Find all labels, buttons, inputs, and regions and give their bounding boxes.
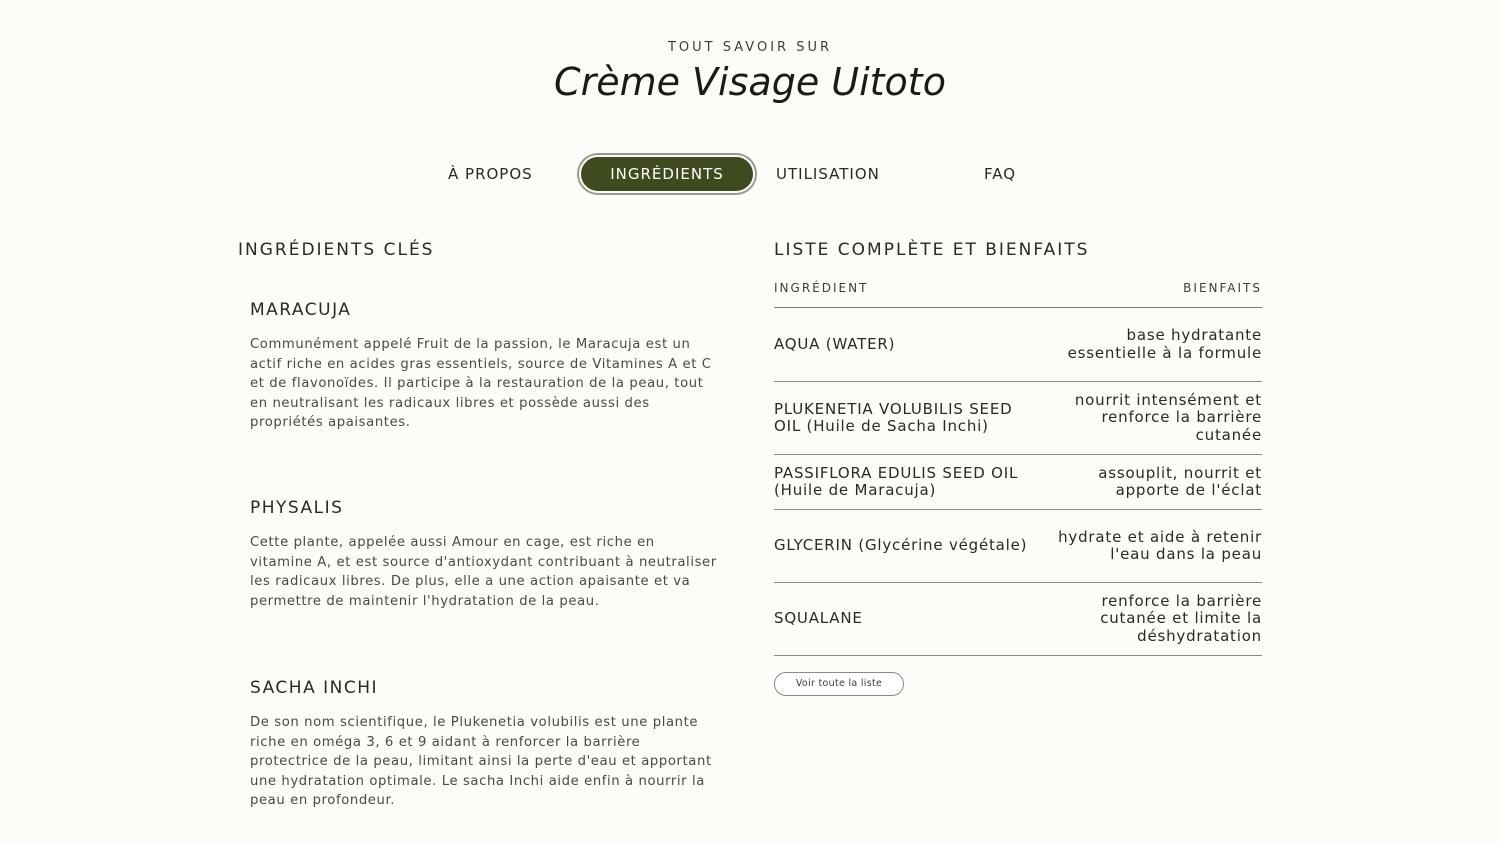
ingredient-benefit: hydrate et aide à retenir l'eau dans la peau	[1058, 527, 1262, 563]
page-eyebrow: TOUT SAVOIR SUR	[667, 40, 832, 55]
ingredient-benefit: base hydratante essentielle à la formule	[1067, 326, 1262, 362]
product-title: Crème Visage Uitoto	[554, 60, 946, 104]
table-header	[774, 280, 1262, 308]
column-header-benefits: BIENFAITS	[1183, 281, 1262, 295]
tab-a-propos[interactable]: À PROPOS	[448, 165, 533, 183]
table-row	[774, 510, 1262, 583]
ingredient-name: PASSIFLORA EDULIS SEED OIL (Huile de Maracuja)	[774, 463, 1019, 499]
key-ingredient-description: Communément appelé Fruit de la passion, le Maracuja est un actif riche en acides gras essentiels, source de Vitamines A et C et de flavonoïdes. Il participe à la restauration de la peau, tout en neutralisant les radicaux libres et possède aussi des propriétés apaisantes.	[250, 337, 712, 431]
ingredient-name: SQUALANE	[774, 609, 863, 628]
key-ingredients-heading: INGRÉDIENTS CLÉS	[238, 240, 435, 260]
table-row	[774, 382, 1262, 455]
key-ingredient	[250, 300, 720, 433]
key-ingredient-name: PHYSALIS	[250, 498, 344, 518]
tab-faq[interactable]: FAQ	[984, 165, 1017, 183]
ingredient-name: GLYCERIN (Glycérine végétale)	[774, 536, 1028, 555]
ingredients-table	[774, 280, 1262, 656]
tab-ingredients[interactable]: INGRÉDIENTS	[579, 155, 755, 193]
table-row	[774, 583, 1262, 656]
key-ingredient-description: Cette plante, appelée aussi Amour en cage, est riche en vitamine A, et est source d'antioxydant contribuant à neutraliser les radicaux libres. De plus, elle a une action apaisante et va permettre de maintenir l'hydratation de la peau.	[250, 535, 717, 609]
ingredient-benefit: assouplit, nourrit et apporte de l'éclat	[1098, 463, 1262, 499]
full-list-heading: LISTE COMPLÈTE ET BIENFAITS	[774, 240, 1090, 260]
column-header-ingredient: INGRÉDIENT	[774, 281, 869, 295]
tab-utilisation[interactable]: UTILISATION	[776, 165, 880, 183]
key-ingredient	[250, 678, 720, 811]
product-tabs	[0, 155, 1500, 193]
key-ingredient-description: De son nom scientifique, le Plukenetia volubilis est une plante riche en oméga 3, 6 et 9 aidant à renforcer la barrière protectrice de la peau, limitant ainsi la perte d'eau et apportant une hydratation optimale. Le sacha Inchi aide enfin à nourrir la peau en profondeur.	[250, 715, 712, 809]
ingredient-benefit: renforce la barrière cutanée et limite la déshydratation	[1100, 591, 1262, 645]
key-ingredient	[250, 498, 720, 611]
ingredient-benefit: nourrit intensément et renforce la barrière cutanée	[1074, 390, 1262, 444]
ingredient-name: AQUA (WATER)	[774, 334, 896, 353]
see-full-list-button[interactable]: Voir toute la liste	[774, 672, 904, 696]
key-ingredient-name: MARACUJA	[250, 300, 352, 320]
key-ingredient-name: SACHA INCHI	[250, 678, 379, 698]
ingredient-name: PLUKENETIA VOLUBILIS SEED OIL (Huile de Sacha Inchi)	[774, 399, 1013, 435]
table-row	[774, 308, 1262, 382]
table-row	[774, 455, 1262, 510]
